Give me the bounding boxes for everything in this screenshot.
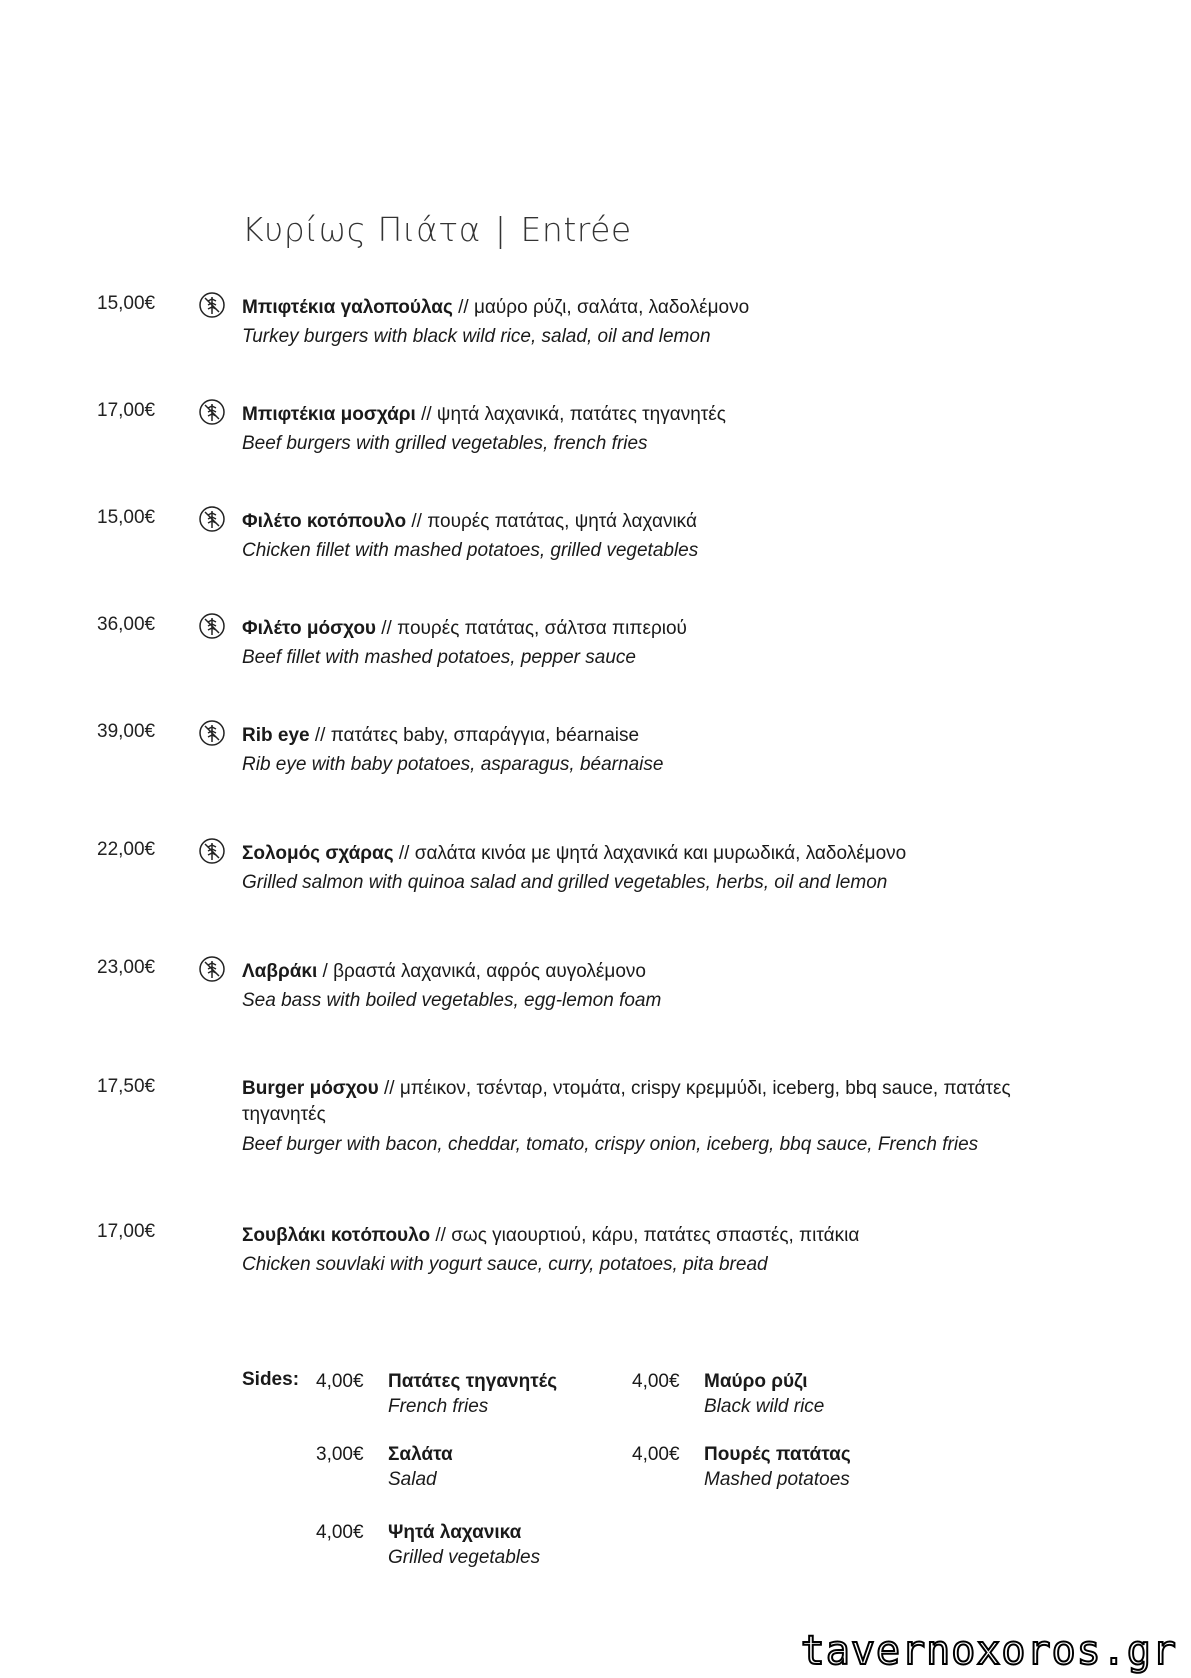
item-separator: //	[314, 725, 326, 746]
side-name-english: Mashed potatoes	[704, 1469, 850, 1490]
item-description: ψητά λαχανικά, πατάτες τηγανητές	[436, 404, 726, 425]
item-separator: //	[458, 297, 469, 318]
item-separator: //	[421, 404, 432, 425]
item-english: Beef fillet with mashed potatoes, pepper sauce	[242, 647, 636, 668]
item-separator: //	[435, 1225, 446, 1246]
side-name-greek: Μαύρο ρύζι	[704, 1371, 808, 1392]
item-name: Λαβράκι	[242, 961, 318, 982]
item-description: σαλάτα κινόα με ψητά λαχανικά και μυρωδικά, λαδολέμονο	[414, 843, 907, 864]
item-name: Μπιφτέκια μοσχάρι	[242, 404, 416, 425]
item-description: μπέικον, τσένταρ, ντομάτα, crispy κρεμμύδι, iceberg, bbq sauce, πατάτες τηγανητές	[242, 1078, 1011, 1125]
item-english: Beef burgers with grilled vegetables, french fries	[242, 433, 648, 454]
gluten-free-wheat-icon	[198, 398, 226, 426]
side-price: 3,00€	[316, 1444, 364, 1465]
side-name-greek: Πατάτες τηγανητές	[388, 1371, 558, 1392]
gluten-free-wheat-icon	[198, 955, 226, 983]
item-english: Turkey burgers with black wild rice, salad, oil and lemon	[242, 326, 711, 347]
item-price: 17,00€	[97, 1221, 156, 1242]
item-price: 22,00€	[97, 839, 156, 860]
title-english: Entrée	[520, 210, 632, 249]
item-separator: //	[381, 618, 392, 639]
item-price: 23,00€	[97, 957, 156, 978]
item-price: 15,00€	[97, 293, 156, 314]
item-english: Chicken souvlaki with yogurt sauce, curry, potatoes, pita bread	[242, 1254, 768, 1275]
gluten-free-wheat-icon	[198, 505, 226, 533]
item-separator: //	[411, 511, 422, 532]
item-text	[242, 839, 1032, 897]
item-text	[242, 1221, 1032, 1279]
item-english: Grilled salmon with quinoa salad and grilled vegetables, herbs, oil and lemon	[242, 872, 888, 893]
item-english: Beef burger with bacon, cheddar, tomato, crispy onion, iceberg, bbq sauce, French fries	[242, 1134, 979, 1155]
item-price: 15,00€	[97, 507, 156, 528]
item-english: Chicken fillet with mashed potatoes, grilled vegetables	[242, 540, 699, 561]
item-name: Σολομός σχάρας	[242, 843, 394, 864]
item-price: 39,00€	[97, 721, 156, 742]
item-price: 17,00€	[97, 400, 156, 421]
side-price: 4,00€	[632, 1371, 680, 1392]
gluten-free-wheat-icon	[198, 837, 226, 865]
side-price: 4,00€	[316, 1522, 364, 1543]
item-name: Σουβλάκι κοτόπουλο	[242, 1225, 431, 1246]
side-name-greek: Πουρές πατάτας	[704, 1444, 851, 1465]
item-description: πουρές πατάτας, ψητά λαχανικά	[427, 511, 697, 532]
side-name-greek: Σαλάτα	[388, 1444, 453, 1465]
item-name: Φιλέτο κοτόπουλο	[242, 511, 407, 532]
item-description: πουρές πατάτας, σάλτσα πιπεριού	[397, 618, 687, 639]
side-price: 4,00€	[316, 1371, 364, 1392]
item-text	[242, 721, 1032, 779]
gluten-free-wheat-icon	[198, 719, 226, 747]
gluten-free-wheat-icon	[198, 291, 226, 319]
side-price: 4,00€	[632, 1444, 680, 1465]
item-text	[242, 507, 1032, 565]
item-text	[242, 614, 1032, 672]
item-name: Burger μόσχου	[242, 1078, 379, 1099]
item-text	[242, 293, 1032, 351]
sides-label: Sides:	[242, 1369, 300, 1390]
item-english: Sea bass with boiled vegetables, egg-lemon foam	[242, 990, 662, 1011]
item-english: Rib eye with baby potatoes, asparagus, béarnaise	[242, 754, 664, 775]
page-title	[242, 210, 632, 249]
item-name: Φιλέτο μόσχου	[242, 618, 376, 639]
item-text	[242, 1076, 1032, 1158]
item-separator: /	[322, 961, 328, 982]
item-separator: //	[384, 1078, 395, 1099]
item-description: βραστά λαχανικά, αφρός αυγολέμονο	[333, 961, 646, 982]
item-name: Rib eye	[242, 725, 310, 746]
item-separator: //	[398, 843, 410, 864]
title-separator: |	[494, 210, 507, 249]
side-name-greek: Ψητά λαχανικα	[388, 1522, 522, 1543]
item-text	[242, 400, 1032, 458]
side-name-english: Grilled vegetables	[388, 1547, 541, 1568]
item-text	[242, 957, 1032, 1015]
item-description: σως γιαουρτιού, κάρυ, πατάτες σπαστές, πιτάκια	[451, 1225, 860, 1246]
item-description: μαύρο ρύζι, σαλάτα, λαδολέμονο	[473, 297, 750, 318]
item-price: 36,00€	[97, 614, 156, 635]
side-name-english: Salad	[388, 1469, 437, 1490]
item-description: πατάτες baby, σπαράγγια, béarnaise	[330, 725, 640, 746]
watermark: tavernoxoros.gr	[791, 1628, 1187, 1674]
item-name: Μπιφτέκια γαλοπούλας	[242, 297, 453, 318]
side-name-english: French fries	[388, 1396, 489, 1417]
item-price: 17,50€	[97, 1076, 156, 1097]
gluten-free-wheat-icon	[198, 612, 226, 640]
side-name-english: Black wild rice	[704, 1396, 825, 1417]
title-greek: Κυρίως Πιάτα	[242, 210, 481, 249]
